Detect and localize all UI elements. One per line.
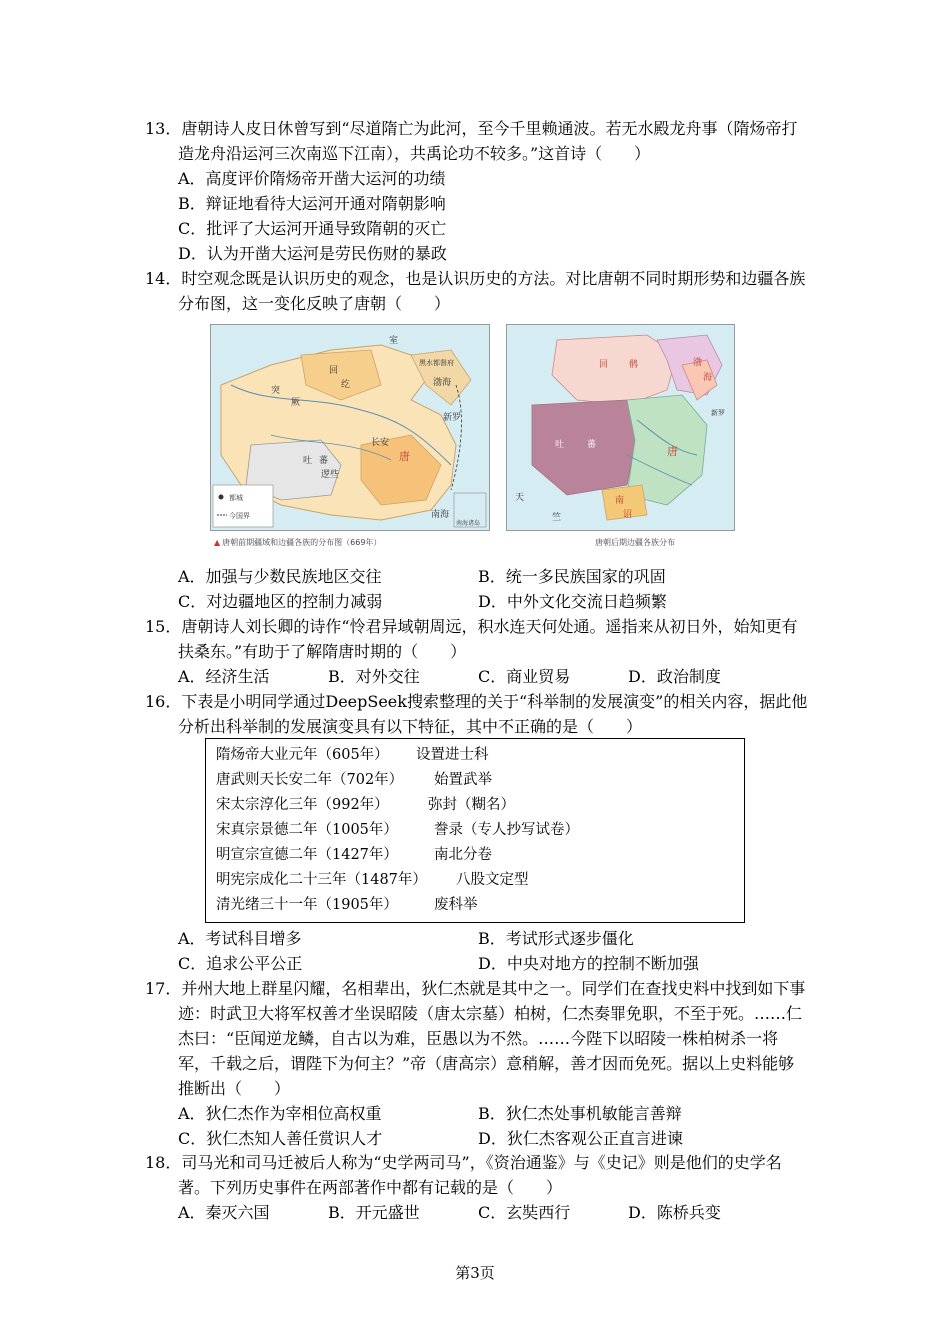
map-right-label-hu: 鹘 bbox=[629, 360, 639, 370]
map-pair bbox=[210, 324, 735, 554]
map-right-label-tang: 唐 bbox=[667, 445, 678, 458]
question-14-option-b: B．统一多民族国家的巩固 bbox=[478, 567, 666, 586]
map-left-label-tang: 唐 bbox=[399, 450, 410, 463]
map-right-label-nan: 南 bbox=[615, 496, 625, 506]
question-13-option-a: A．高度评价隋炀帝开凿大运河的功绩 bbox=[178, 169, 446, 188]
table-event: 誊录（专人抄写试卷） bbox=[434, 822, 579, 838]
question-18-option-c: C．玄奘西行 bbox=[478, 1203, 571, 1222]
question-15-option-a: A．经济生活 bbox=[178, 667, 270, 686]
table-event: 始置武举 bbox=[434, 772, 492, 788]
table-event: 弥封（糊名） bbox=[428, 797, 515, 813]
map-right-label-hui: 回 bbox=[599, 360, 609, 370]
question-17-option-d: D．狄仁杰客观公正直言进谏 bbox=[478, 1129, 683, 1148]
question-18-stem: 18．司马光和司马迁被后人称为“史学两司马”，《资治通鉴》与《史记》则是他们的史学名著。下列历史事件在两部著作中都有记载的是（ ） bbox=[145, 1153, 782, 1197]
table-row bbox=[216, 868, 744, 893]
map-left-legend-capital: 都城 bbox=[229, 494, 243, 502]
map-left-caption: ▲ 唐朝前期疆域和边疆各族的分布图（669年） bbox=[214, 537, 381, 548]
table-era: 唐武则天长安二年（702年） bbox=[216, 772, 404, 788]
question-14-option-c: C．对边疆地区的控制力减弱 bbox=[178, 592, 383, 611]
question-13-stem: 13．唐朝诗人皮日休曾写到“尽道隋亡为此河，至今千里赖通波。若无水殿龙舟事（隋炀帝打造龙舟沿运河三次南巡下江南），共禹论功不较多。”这首诗（ ） bbox=[145, 119, 798, 163]
question-18-option-a: A．秦灭六国 bbox=[178, 1203, 270, 1222]
table-row bbox=[216, 768, 744, 793]
question-16-options bbox=[145, 926, 810, 976]
question-15-option-c: C．商业贸易 bbox=[478, 667, 571, 686]
table-row bbox=[216, 893, 744, 918]
map-left-label-hui: 回 bbox=[329, 366, 339, 376]
map-right-label-tu: 吐 bbox=[555, 440, 565, 450]
question-13 bbox=[145, 116, 810, 266]
map-left-legend-border: 今国界 bbox=[229, 512, 250, 520]
table-event: 设置进士科 bbox=[416, 747, 489, 763]
question-16 bbox=[145, 689, 810, 739]
question-15-stem: 15．唐朝诗人刘长卿的诗作“怜君异域朝周远，积水连天何处通。遥指来从初日外，始知更有扶桑东。”有助于了解隋唐时期的（ ） bbox=[145, 617, 798, 661]
map-left-label-heishui: 黑水都督府 bbox=[419, 359, 454, 367]
question-16-option-c: C．追求公平公正 bbox=[178, 954, 303, 973]
table-row bbox=[216, 793, 744, 818]
map-right-label-bo2: 渤 bbox=[693, 358, 703, 368]
map-right-caption: 唐朝后期边疆各族分布 bbox=[595, 538, 675, 547]
table-era: 明宣宗宣德二年（1427年） bbox=[216, 847, 398, 863]
question-17-option-c: C．狄仁杰知人善任赏识人才 bbox=[178, 1129, 383, 1148]
map-left-label-tu: 突 bbox=[271, 386, 281, 396]
question-17-stem: 17．并州大地上群星闪耀，名相辈出，狄仁杰就是其中之一。同学们在查找史料中找到如下事迹：时武卫大将军权善才坐误昭陵（唐太宗墓）柏树，仁杰奏罪免职，不至于死。……仁杰曰：“臣闻逆龙鳞，自古以为难，臣愚以为不然。……今陛下以昭陵一株柏树杀一将军，千载之后，谓陛下为何主？”帝（唐高宗）意稍解，善才因而免死。据以上史料能够推断出（ ） bbox=[145, 979, 806, 1098]
map-right-label-bo: 蕃 bbox=[587, 440, 597, 450]
table-row bbox=[216, 843, 744, 868]
question-18 bbox=[145, 1150, 810, 1225]
question-15-option-b: B．对外交往 bbox=[328, 667, 420, 686]
table-event: 八股文定型 bbox=[456, 872, 529, 888]
map-right-label-zhu: 竺 bbox=[552, 513, 562, 523]
question-15-option-d: D．政治制度 bbox=[628, 667, 721, 686]
map-left-label-changan: 长安 bbox=[371, 438, 390, 448]
tang-early-map-graphic bbox=[211, 325, 489, 530]
question-14-stem: 14．时空观念既是认识历史的观念，也是认识历史的方法。对比唐朝不同时期形势和边疆各族分布图，这一变化反映了唐朝（ ） bbox=[145, 269, 806, 313]
question-14-option-a: A．加强与少数民族地区交往 bbox=[178, 567, 382, 586]
map-left-label-shi: 室 bbox=[389, 336, 399, 346]
map-left-label-xinluo: 新罗 bbox=[443, 413, 462, 423]
map-left-label-luoxie: 逻些 bbox=[321, 470, 340, 480]
table-era: 宋真宗景德二年（1005年） bbox=[216, 822, 398, 838]
tang-early-map bbox=[210, 324, 490, 531]
question-13-option-d: D．认为开凿大运河是劳民伤财的暴政 bbox=[178, 244, 447, 263]
table-event: 废科举 bbox=[434, 897, 478, 913]
map-left-label-jue: 厥 bbox=[291, 398, 301, 408]
map-left-label-he: 纥 bbox=[341, 380, 351, 390]
map-left-label-nanhai: 南海 bbox=[431, 510, 450, 520]
table-era: 宋太宗淳化三年（992年） bbox=[216, 797, 389, 813]
keju-table bbox=[205, 738, 745, 923]
table-row bbox=[216, 743, 744, 768]
tang-late-map bbox=[506, 324, 735, 531]
table-era: 明宪宗成化二十三年（1487年） bbox=[216, 872, 427, 888]
map-right-label-zhao: 诏 bbox=[623, 510, 633, 520]
question-18-option-d: D．陈桥兵变 bbox=[628, 1203, 721, 1222]
question-16-option-b: B．考试形式逐步僵化 bbox=[478, 929, 634, 948]
map-left-label-bohai: 渤海 bbox=[433, 378, 452, 388]
table-event: 南北分卷 bbox=[434, 847, 492, 863]
question-13-option-c: C．批评了大运河开通导致隋朝的灭亡 bbox=[178, 219, 447, 238]
map-left-label-tu2: 吐 bbox=[303, 456, 313, 466]
question-14-options bbox=[145, 564, 810, 614]
question-16-stem: 16．下表是小明同学通过DeepSeek搜索整理的关于“科举制的发展演变”的相关内容，据此他分析出科举制的发展演变具有以下特征，其中不正确的是（ ） bbox=[145, 692, 808, 736]
question-18-option-b: B．开元盛世 bbox=[328, 1203, 420, 1222]
tang-late-map-graphic bbox=[507, 325, 734, 530]
question-13-option-b: B．辩证地看待大运河开通对隋朝影响 bbox=[178, 194, 446, 213]
question-16-option-d: D．中央对地方的控制不断加强 bbox=[478, 954, 699, 973]
map-left-inset-label: 南海诸岛 bbox=[456, 520, 481, 527]
question-14-option-d: D．中外文化交流日趋频繁 bbox=[478, 592, 667, 611]
map-right-label-hai: 海 bbox=[703, 373, 713, 383]
table-era: 隋炀帝大业元年（605年） bbox=[216, 747, 389, 763]
question-16-option-a: A．考试科目增多 bbox=[178, 929, 302, 948]
question-17 bbox=[145, 976, 810, 1151]
map-left-label-bo: 蕃 bbox=[319, 456, 329, 466]
page-number: 第3页 bbox=[455, 1264, 495, 1282]
table-era: 清光绪三十一年（1905年） bbox=[216, 897, 398, 913]
map-right-label-tian: 天 bbox=[515, 493, 525, 503]
question-17-option-b: B．狄仁杰处事机敏能言善辩 bbox=[478, 1104, 682, 1123]
question-17-option-a: A．狄仁杰作为宰相位高权重 bbox=[178, 1104, 382, 1123]
map-right-label-xinluo: 新罗 bbox=[711, 409, 725, 417]
question-15 bbox=[145, 614, 810, 689]
question-14 bbox=[145, 266, 810, 316]
table-row bbox=[216, 818, 744, 843]
